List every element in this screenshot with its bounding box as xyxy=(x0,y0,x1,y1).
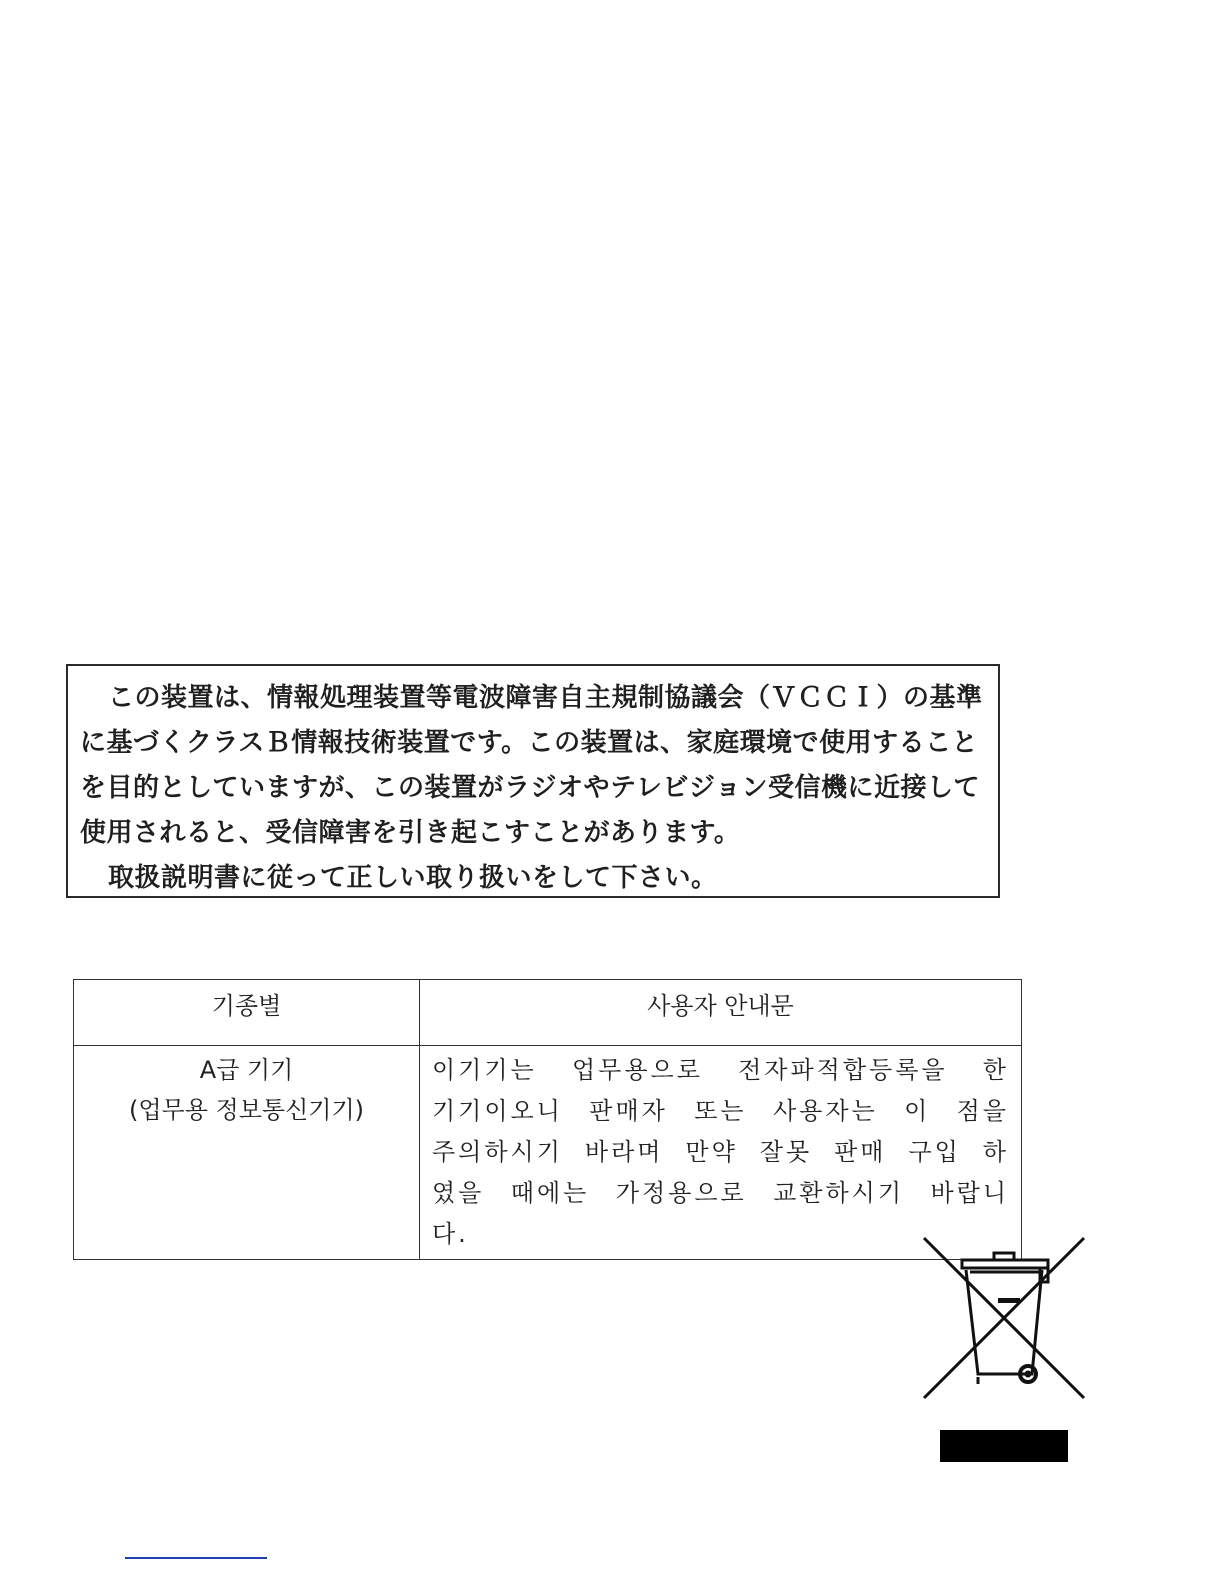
weee-solid-bar xyxy=(940,1430,1068,1462)
korean-class-a-notice-table xyxy=(73,979,1022,1260)
vcci-paragraph-1: この装置は、情報処理装置等電波障害自主規制協議会（ＶＣＣＩ）の基準に基づくクラスＢ情報技術装置です。この装置は、家庭環境で使用することを目的としていますが、この装置がラジオやテレビジョン受信機に近接して使用されると、受信障害を引き起こすことがあります。 xyxy=(80,683,983,848)
header-notice: 사용자 안내문 xyxy=(420,980,1022,1046)
footer-link-underline xyxy=(125,1557,267,1559)
table-header-row xyxy=(74,980,1022,1046)
crossed-out-wheelie-bin-icon xyxy=(920,1234,1090,1404)
category-line-2: (업무용 정보통신기기) xyxy=(128,1096,364,1124)
table-row xyxy=(74,1046,1022,1260)
notice-cell: 이기기는 업무용으로 전자파적합등록을 한 기기이오니 판매자 또는 사용자는 이 점을 주의하시기 바라며 만약 잘못 판매 구입 하였을 때에는 가정용으로 교환하시기 바랍니다. xyxy=(420,1046,1022,1260)
header-category: 기종별 xyxy=(74,980,420,1046)
vcci-paragraph-2: 取扱説明書に従って正しい取り扱いをして下さい。 xyxy=(108,863,718,893)
category-line-1: A급 기기 xyxy=(199,1056,294,1084)
vcci-notice-box xyxy=(66,664,1000,898)
category-cell xyxy=(74,1046,420,1260)
